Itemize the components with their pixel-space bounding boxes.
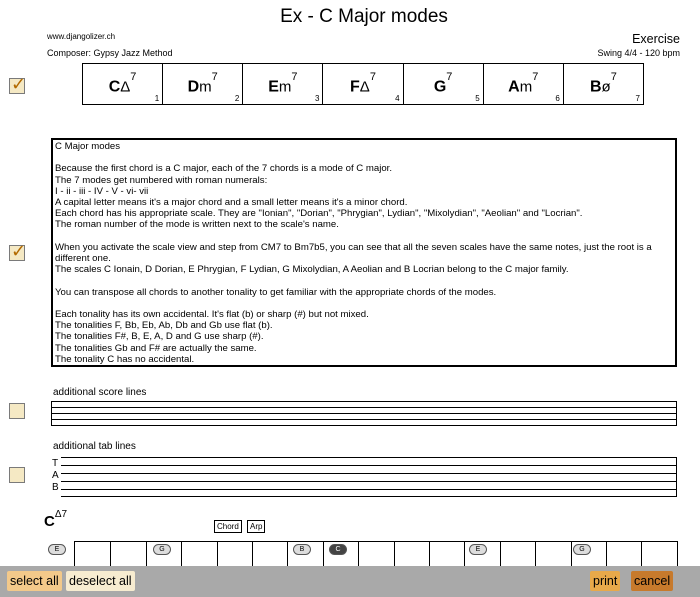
score-lines-label: additional score lines — [53, 387, 147, 398]
diagram-chord-name: $C^{\Delta 7}$ — [44, 509, 68, 530]
chord-symbol: $Bø^7$ — [589, 71, 617, 96]
composer-text: Composer: Gypsy Jazz Method — [47, 48, 173, 58]
score-staff — [51, 401, 677, 426]
score-lines-checkbox[interactable] — [9, 403, 25, 419]
notes-checkbox[interactable] — [9, 241, 27, 261]
chord-cell[interactable] — [484, 64, 564, 104]
tab-letters: T A B — [52, 458, 59, 493]
chord-symbol: $C\Delta^7$ — [108, 71, 137, 96]
deselect-all-button[interactable]: deselect all — [66, 571, 135, 591]
chord-cell[interactable] — [564, 64, 643, 104]
chord-degree-number: 4 — [395, 94, 400, 103]
chord-degree-number: 1 — [154, 94, 160, 103]
tab-lines-checkbox[interactable] — [9, 467, 25, 483]
page-title: Ex - C Major modes — [280, 6, 448, 27]
chord-view-button[interactable]: Chord — [214, 520, 242, 533]
chord-cell[interactable] — [323, 64, 403, 104]
arp-view-button[interactable]: Arp — [247, 520, 265, 533]
tab-lines-label: additional tab lines — [53, 441, 136, 452]
check-icon: ✓ — [11, 74, 27, 94]
fret-note-marker: E — [48, 544, 66, 555]
chord-symbol: $F\Delta^7$ — [350, 71, 376, 96]
select-all-button[interactable]: select all — [7, 571, 62, 591]
type-label: Exercise — [632, 32, 680, 46]
check-icon: ✓ — [11, 241, 27, 261]
chord-progression — [82, 63, 644, 105]
chord-degree-number: 6 — [555, 94, 560, 103]
chord-cell[interactable] — [163, 64, 243, 104]
chord-cell[interactable] — [83, 64, 163, 104]
fret-note-marker: B — [293, 544, 311, 555]
fret-note-marker: E — [469, 544, 487, 555]
tab-staff — [51, 457, 677, 497]
fret-note-marker: G — [573, 544, 591, 555]
tempo-text: Swing 4/4 - 120 bpm — [597, 48, 680, 58]
chord-degree-number: 3 — [314, 94, 320, 103]
fret-note-marker: G — [153, 544, 171, 555]
cancel-button[interactable]: cancel — [631, 571, 673, 591]
chord-degree-number: 5 — [475, 94, 480, 103]
chord-cell[interactable] — [404, 64, 484, 104]
chords-checkbox[interactable] — [9, 74, 27, 94]
chord-degree-number: 7 — [635, 94, 640, 103]
chord-cell[interactable] — [243, 64, 323, 104]
website-text: www.djangolizer.ch — [47, 32, 116, 41]
chord-symbol: Am$^7$ — [508, 71, 539, 96]
chord-symbol: $G^7$ — [433, 71, 453, 96]
print-button[interactable]: print — [590, 571, 620, 591]
chord-symbol: Dm$^7$ — [187, 71, 218, 96]
fret-root-marker: C — [329, 544, 347, 555]
notes-textbox[interactable]: C Major modes Because the first chord is a C major, each of the 7 chords is a mode of C major. The 7 modes get numbered with roman numerals: I - ii - iii - IV - V - vi- vii A capital letter means it's a major chord and a small letter means it's a minor chord. Each chord has his appropriate scale. They are "Ionian", "Dorian", "Phrygian", Lydian", "Mixolydian", "Aeolian" and "Locrian". The roman number of the mode is written next to the scale's name. When you activate the scale view and step from CM7 to Bm7b5, you can see that all the seven scales have the same notes, just the root is a different one. The scales C Ionain, D Dorian, E Phrygian, F Lydian, G Mixolydian, A Aeolian and B Locrian belong to the C major family. You can transpose all chords to another tonality to get familiar with the appropriate chords of the modes. Each tonality has its own accidental. It's flat (b) or sharp (#) but not mixed. The tonalities F, Bb, Eb, Ab, Db and Gb use flat (b). The tonalities F#, B, E, A, D and G use sharp (#). The tonalities Gb and F# are actually the same. The tonality C has no accidental. — [51, 138, 677, 367]
chord-degree-number: 2 — [234, 94, 240, 103]
chord-symbol: Em$^7$ — [268, 71, 298, 96]
